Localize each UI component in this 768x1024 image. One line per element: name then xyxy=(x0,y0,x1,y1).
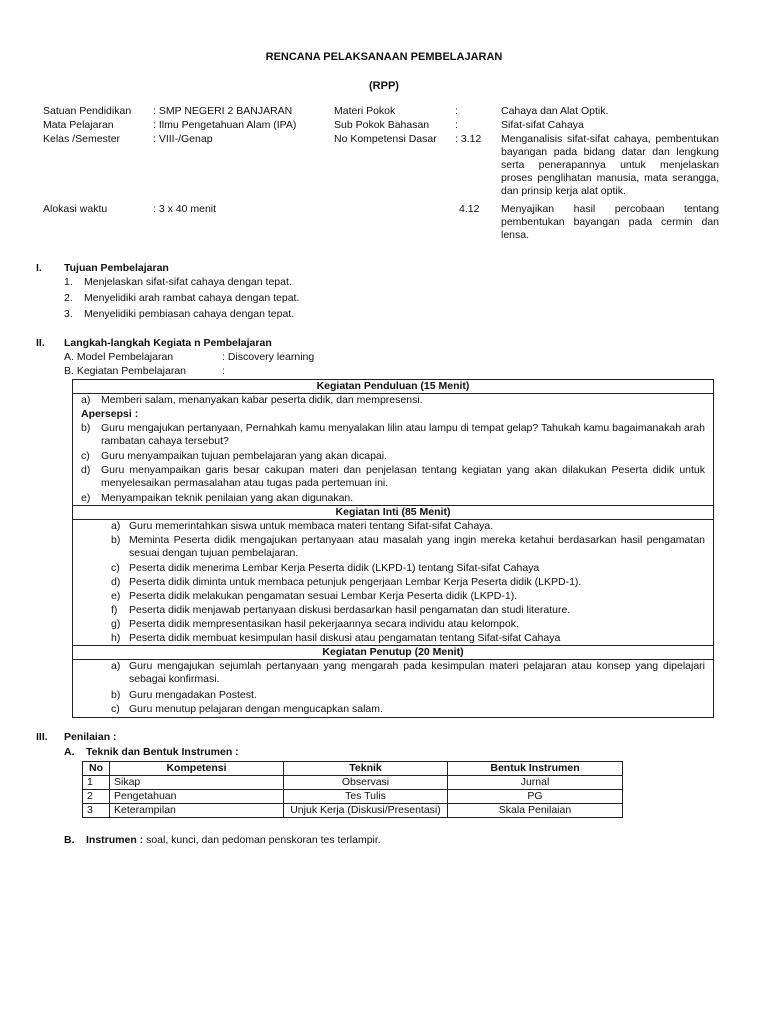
sub-label: Sub Pokok Bahasan xyxy=(334,119,430,131)
section-3-number: III. xyxy=(36,731,48,743)
model-label: A. Model Pembelajaran xyxy=(64,351,174,363)
item-text: Guru mengajukan sejumlah pertanyaan yang mengarah pada kesimpulan materi pelajaran atau konsep yang dipelajari sebagai konfirmasi. xyxy=(129,660,705,685)
table-cell: Pengetahuan xyxy=(110,790,284,804)
table-cell: Tes Tulis xyxy=(284,790,448,804)
list-item xyxy=(73,660,713,689)
list-item xyxy=(73,534,713,562)
kelas-label: Kelas /Semester xyxy=(43,133,121,145)
table-cell: 3 xyxy=(83,804,110,818)
table-row xyxy=(83,790,623,804)
materi-label: Materi Pokok xyxy=(334,105,396,117)
item-letter: c) xyxy=(111,562,120,574)
column-header: Teknik xyxy=(284,762,448,776)
item-letter: c) xyxy=(81,450,90,462)
table-cell: Skala Penilaian xyxy=(448,804,623,818)
table-cell: 2 xyxy=(83,790,110,804)
tujuan-number-3: 3. xyxy=(64,308,73,320)
item-letter: d) xyxy=(81,464,91,476)
list-item xyxy=(73,689,713,703)
materi-value: Cahaya dan Alat Optik. xyxy=(501,105,609,117)
list-item xyxy=(73,422,713,450)
table-cell: PG xyxy=(448,790,623,804)
penutup-cell xyxy=(73,660,714,718)
item-letter: d) xyxy=(111,576,121,588)
item-text: Menyampaikan teknik penilaian yang akan digunakan. xyxy=(101,492,354,504)
item-letter: h) xyxy=(111,632,121,644)
item-text: Peserta didik diminta untuk membaca petunjuk pengerjaan Lembar Kerja Peserta didik (LKPD-1). xyxy=(129,576,582,588)
list-item xyxy=(73,576,713,590)
instrumen-text: soal, kunci, dan pedoman penskoran tes terlampir. xyxy=(143,834,381,846)
item-letter: c) xyxy=(111,703,120,715)
list-item xyxy=(73,520,713,534)
section-2-title: Langkah-langkah Kegiata n Pembelajaran xyxy=(64,337,272,349)
item-text: Guru menyampaikan tujuan pembelajaran yang akan dicapai. xyxy=(101,450,388,462)
column-header: No xyxy=(83,762,110,776)
item-letter: e) xyxy=(81,492,91,504)
tujuan-number-1: 1. xyxy=(64,276,73,288)
item-text: Peserta didik melakukan pengamatan sesuai Lembar Kerja Peserta didik (LKPD-1). xyxy=(129,590,518,602)
subsection-a-number: A. xyxy=(64,746,75,758)
subsection-a-title: Teknik dan Bentuk Instrumen : xyxy=(86,746,239,758)
inti-cell xyxy=(73,520,714,646)
item-text: Memberi salam, menanyakan kabar peserta didik, dan mempresensi. xyxy=(101,394,423,406)
instrumen-line xyxy=(86,834,381,847)
kd-text-1: Menganalisis sifat-sifat cahaya, pembentukan bayangan pada bidang datar dan lengkung serta penerapannya untuk menjelaskan proses penglihatan manusia, mata serangga, dan prinsip kerja alat optik. xyxy=(501,133,719,197)
item-letter: g) xyxy=(111,618,121,630)
pendahuluan-header: Kegiatan Penduluan (15 Menit) xyxy=(73,380,714,394)
table-cell: Jurnal xyxy=(448,776,623,790)
item-text: Guru menutup pelajaran dengan mengucapkan salam. xyxy=(129,703,383,715)
kd-text-2: Menyajikan hasil percobaan tentang pembentukan bayangan pada cermin dan lensa. xyxy=(501,203,719,241)
kd-number-2: 4.12 xyxy=(459,203,480,215)
table-row xyxy=(83,804,623,818)
list-item xyxy=(73,618,713,632)
list-item xyxy=(73,492,713,505)
tujuan-item-1: Menjelaskan sifat-sifat cahaya dengan tepat. xyxy=(84,276,292,288)
kegiatan-table xyxy=(72,379,714,718)
kd-label: No Kompetensi Dasar xyxy=(334,133,437,145)
column-header: Kompetensi xyxy=(110,762,284,776)
item-text: Guru memerintahkan siswa untuk membaca materi tentang Sifat-sifat Cahaya. xyxy=(129,520,494,532)
table-row xyxy=(83,776,623,790)
item-letter: b) xyxy=(111,689,121,701)
kegiatan-colon: : xyxy=(222,365,225,377)
tujuan-item-2: Menyelidiki arah rambat cahaya dengan tepat. xyxy=(84,292,300,304)
inti-header: Kegiatan Inti (85 Menit) xyxy=(73,506,714,520)
item-text: Peserta didik menerima Lembar Kerja Peserta didik (LKPD-1) tentang Sifat-sifat Cahaya xyxy=(129,562,540,574)
list-item xyxy=(73,450,713,464)
item-letter: b) xyxy=(81,422,91,434)
mapel-label: Mata Pelajaran xyxy=(43,119,114,131)
model-value: : Discovery learning xyxy=(222,351,315,363)
mapel-value: : Ilmu Pengetahuan Alam (IPA) xyxy=(153,119,297,131)
materi-colon: : xyxy=(455,105,458,117)
list-item xyxy=(73,604,713,618)
list-item xyxy=(73,590,713,604)
column-header: Bentuk Instrumen xyxy=(448,762,623,776)
item-letter: b) xyxy=(111,534,121,546)
sub-value: Sifat-sifat Cahaya xyxy=(501,119,584,131)
item-letter: a) xyxy=(81,394,91,406)
item-text: Peserta didik menjawab pertanyaan diskusi berdasarkan hasil pengamatan dan studi literature. xyxy=(129,604,571,616)
penutup-header: Kegiatan Penutup (20 Menit) xyxy=(73,646,714,660)
apersepsi-heading xyxy=(73,408,713,422)
item-letter: f) xyxy=(111,604,118,616)
document-title: RENCANA PELAKSANAAN PEMBELAJARAN xyxy=(265,51,503,63)
penilaian-table xyxy=(82,761,623,818)
kelas-value: : VIII-/Genap xyxy=(153,133,213,145)
list-item xyxy=(73,632,713,645)
list-item xyxy=(73,464,713,492)
table-cell: 1 xyxy=(83,776,110,790)
pendahuluan-cell xyxy=(73,394,714,506)
item-text: Meminta Peserta didik mengajukan pertanyaan atau masalah yang ingin mereka ketahui berdasarkan hasil pengamatan sesuai dengan tujuan pembelajaran. xyxy=(129,534,705,559)
table-cell: Keterampilan xyxy=(110,804,284,818)
table-cell: Unjuk Kerja (Diskusi/Presentasi) xyxy=(284,804,448,818)
item-text: Peserta didik mempresentasikan hasil pekerjaannya secara individu atau kelompok. xyxy=(129,618,519,630)
tujuan-number-2: 2. xyxy=(64,292,73,304)
item-text: Guru menyampaikan garis besar cakupan materi dan penjelasan tentang kegiatan yang akan dilakukan Peserta didik untuk menyelesaikan permasalahan atau tugas pada pertemuan ini. xyxy=(101,464,705,489)
table-cell: Sikap xyxy=(110,776,284,790)
item-letter: a) xyxy=(111,660,121,672)
satuan-value: : SMP NEGERI 2 BANJARAN xyxy=(153,105,293,117)
table-header-row xyxy=(83,762,623,776)
subsection-b-number: B. xyxy=(64,834,75,846)
section-1-title: Tujuan Pembelajaran xyxy=(64,262,169,274)
apersepsi-label: Apersepsi : xyxy=(81,408,139,420)
item-text: Peserta didik membuat kesimpulan hasil diskusi atau pengamatan tentang Sifat-sifat Cahaya xyxy=(129,632,561,644)
document-subtitle: (RPP) xyxy=(369,80,399,92)
sub-colon: : xyxy=(455,119,458,131)
alokasi-label: Alokasi waktu xyxy=(43,203,108,215)
kegiatan-label: B. Kegiatan Pembelajaran xyxy=(64,365,186,377)
list-item xyxy=(73,703,713,717)
kd-number-1: : 3.12 xyxy=(455,133,482,145)
section-2-number: II. xyxy=(36,337,45,349)
satuan-label: Satuan Pendidikan xyxy=(43,105,132,117)
section-3-title: Penilaian : xyxy=(64,731,117,743)
list-item xyxy=(73,394,713,408)
instrumen-label: Instrumen : xyxy=(86,834,144,846)
tujuan-item-3: Menyelidiki pembiasan cahaya dengan tepat. xyxy=(84,308,295,320)
item-text: Guru mengadakan Postest. xyxy=(129,689,257,701)
item-letter: a) xyxy=(111,520,121,532)
item-text: Guru mengajukan pertanyaan, Pernahkah kamu menyalakan lilin atau lampu di tempat gelap? Tahukah kamu bagaimanakah arah rambatan cahaya tersebut? xyxy=(101,422,705,447)
list-item xyxy=(73,562,713,576)
table-cell: Observasi xyxy=(284,776,448,790)
section-1-number: I. xyxy=(36,262,42,274)
item-letter: e) xyxy=(111,590,121,602)
alokasi-value: : 3 x 40 menit xyxy=(153,203,217,215)
